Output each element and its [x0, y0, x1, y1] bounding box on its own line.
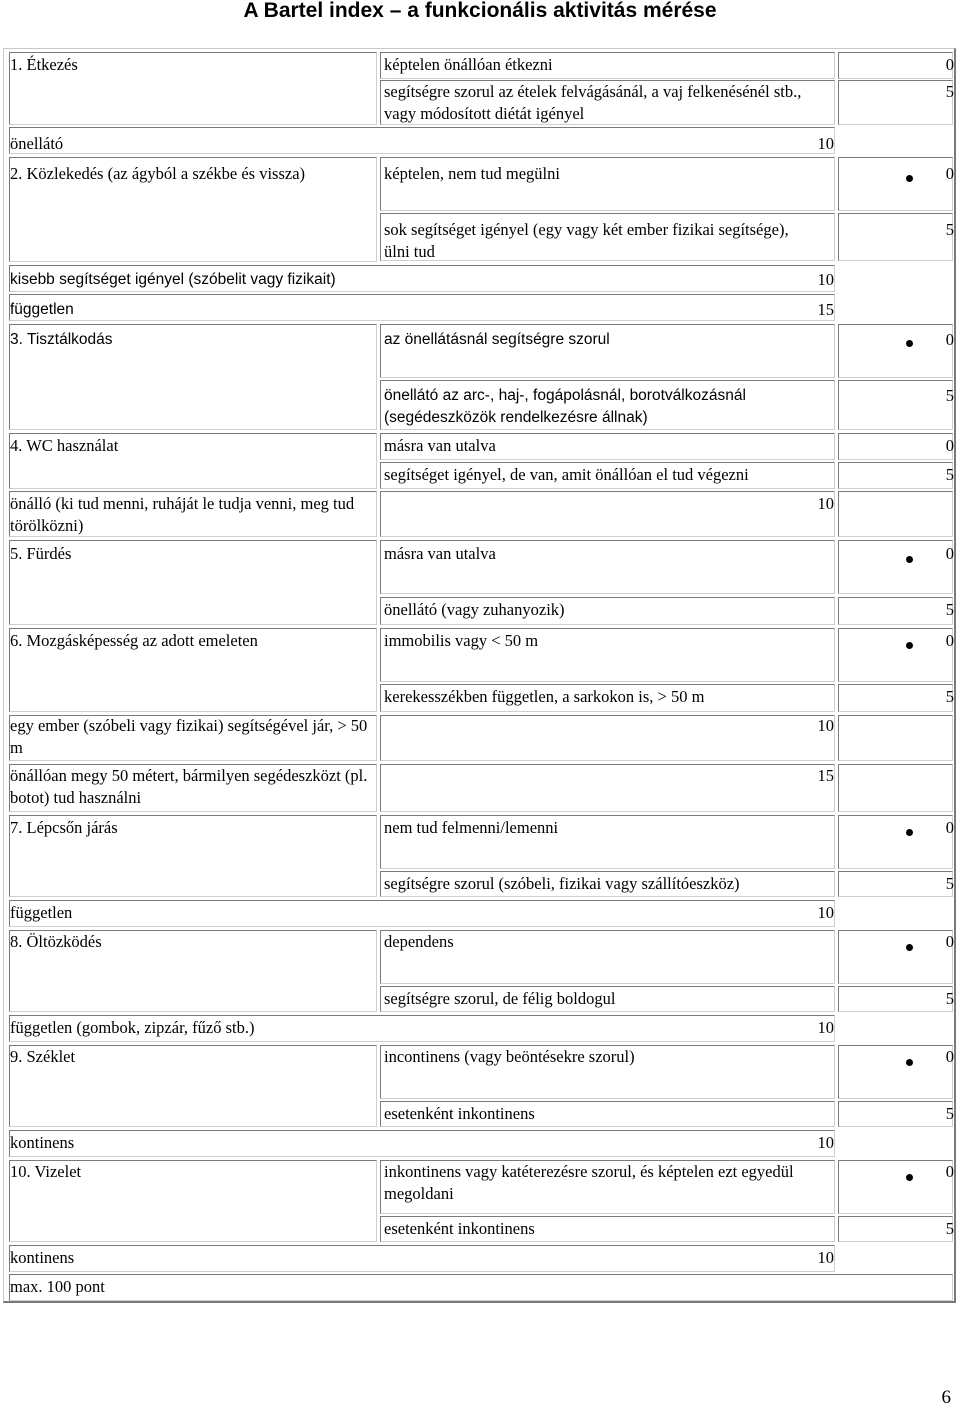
option-text: önellátó az arc-, haj-, fogápolásnál, borotválkozásnál (segédeszközök rendelkezésre állnak) [384, 387, 746, 426]
points-value: 0 [945, 544, 954, 563]
option-text: kontinens [10, 1133, 75, 1152]
footer-cell [9, 1274, 953, 1301]
option-text: az önellátásnál segítségre szorul [384, 331, 610, 348]
option-text: független [10, 903, 73, 922]
item-label: 4. WC használat [10, 436, 119, 455]
points-value: 0 [945, 330, 954, 349]
item-label: 7. Lépcsőn járás [10, 818, 118, 837]
option-text: önálló (ki tud menni, ruháját le tudja venni, meg tud törölközni) [10, 494, 355, 535]
option-text: immobilis vagy < 50 m [384, 631, 539, 650]
points-value: 10 [817, 1133, 834, 1152]
item-label: 2. Közlekedés (az ágyból a székbe és vissza) [10, 164, 306, 183]
points-value: 0 [945, 631, 954, 650]
page-title: A Bartel index – a funkcionális aktivitás mérése [243, 0, 717, 22]
points-value: 10 [817, 494, 834, 513]
points-value: 10 [817, 1248, 834, 1267]
points-value: 10 [817, 1018, 834, 1037]
total-points-note: max. 100 pont [10, 1277, 105, 1296]
points-value: 5 [945, 82, 954, 101]
points-value: 10 [817, 270, 834, 289]
points-value: 5 [945, 220, 954, 239]
option-text: független [10, 301, 74, 318]
item-label: 8. Öltözködés [10, 932, 102, 951]
item-label: 6. Mozgásképesség az adott emeleten [10, 631, 258, 650]
points-value: 5 [945, 465, 954, 484]
points-value: 5 [945, 1219, 954, 1238]
points-value: 15 [817, 300, 834, 319]
option-text: független (gombok, zipzár, fűző stb.) [10, 1018, 255, 1037]
points-value: 5 [945, 989, 954, 1008]
points-value: 0 [945, 1162, 954, 1181]
option-text: segítségre szorul (szóbeli, fizikai vagy szállítóeszköz) [384, 874, 740, 893]
item-label: 10. Vizelet [10, 1162, 82, 1181]
option-text: segítségre szorul, de félig boldogul [384, 989, 616, 1008]
barthel-index-table [3, 48, 956, 1303]
option-text: másra van utalva [384, 436, 496, 455]
points-value: 5 [945, 687, 954, 706]
item-label: 5. Fürdés [10, 544, 72, 563]
option-text: önellátó [10, 134, 64, 153]
points-cell [838, 491, 953, 537]
option-text: kisebb segítséget igényel (szóbelit vagy fizikait) [10, 271, 336, 288]
option-text: kerekesszékben független, a sarkokon is, > 50 m [384, 687, 705, 706]
option-text: képtelen önállóan étkezni [384, 55, 553, 74]
item-label: 1. Étkezés [10, 55, 78, 74]
points-value: 10 [817, 134, 834, 153]
points-cell [838, 715, 953, 761]
option-text: esetenként inkontinens [384, 1219, 535, 1238]
option-text: önellátó (vagy zuhanyozik) [384, 600, 565, 619]
item-label: 3. Tisztálkodás [10, 331, 113, 348]
option-text: nem tud felmenni/lemenni [384, 818, 559, 837]
points-value: 0 [945, 932, 954, 951]
points-value: 5 [945, 386, 954, 405]
points-value: 0 [945, 436, 954, 455]
option-text: képtelen, nem tud megülni [384, 164, 560, 183]
points-value: 0 [945, 818, 954, 837]
option-text: incontinens (vagy beöntésekre szorul) [384, 1047, 635, 1066]
points-value: 0 [945, 1047, 954, 1066]
points-value: 5 [945, 600, 954, 619]
points-value: 10 [817, 716, 834, 735]
points-value: 0 [945, 164, 954, 183]
points-value: 5 [945, 874, 954, 893]
option-text: másra van utalva [384, 544, 496, 563]
option-text: egy ember (szóbeli vagy fizikai) segítségével jár, > 50 m [10, 716, 368, 757]
page-number: 6 [941, 1387, 951, 1408]
item-label: 9. Széklet [10, 1047, 76, 1066]
option-text: sok segítséget igényel (egy vagy két ember fizikai segítsége), ülni tud [384, 220, 789, 261]
option-text: esetenként inkontinens [384, 1104, 535, 1123]
option-text: önállóan megy 50 métert, bármilyen segédeszközt (pl. botot) tud használni [10, 766, 368, 807]
option-text: dependens [384, 932, 454, 951]
option-text: kontinens [10, 1248, 75, 1267]
points-value: 15 [817, 766, 834, 785]
points-value: 10 [817, 903, 834, 922]
points-value: 0 [945, 55, 954, 74]
points-cell [838, 764, 953, 812]
option-text: segítséget igényel, de van, amit önállóan el tud végezni [384, 465, 749, 484]
option-text: segítségre szorul az ételek felvágásánál, a vaj felkenésénél stb., vagy módosított diétát igényel [384, 82, 802, 123]
points-value: 5 [945, 1104, 954, 1123]
option-text: inkontinens vagy katéterezésre szorul, és képtelen ezt egyedül megoldani [384, 1162, 794, 1203]
